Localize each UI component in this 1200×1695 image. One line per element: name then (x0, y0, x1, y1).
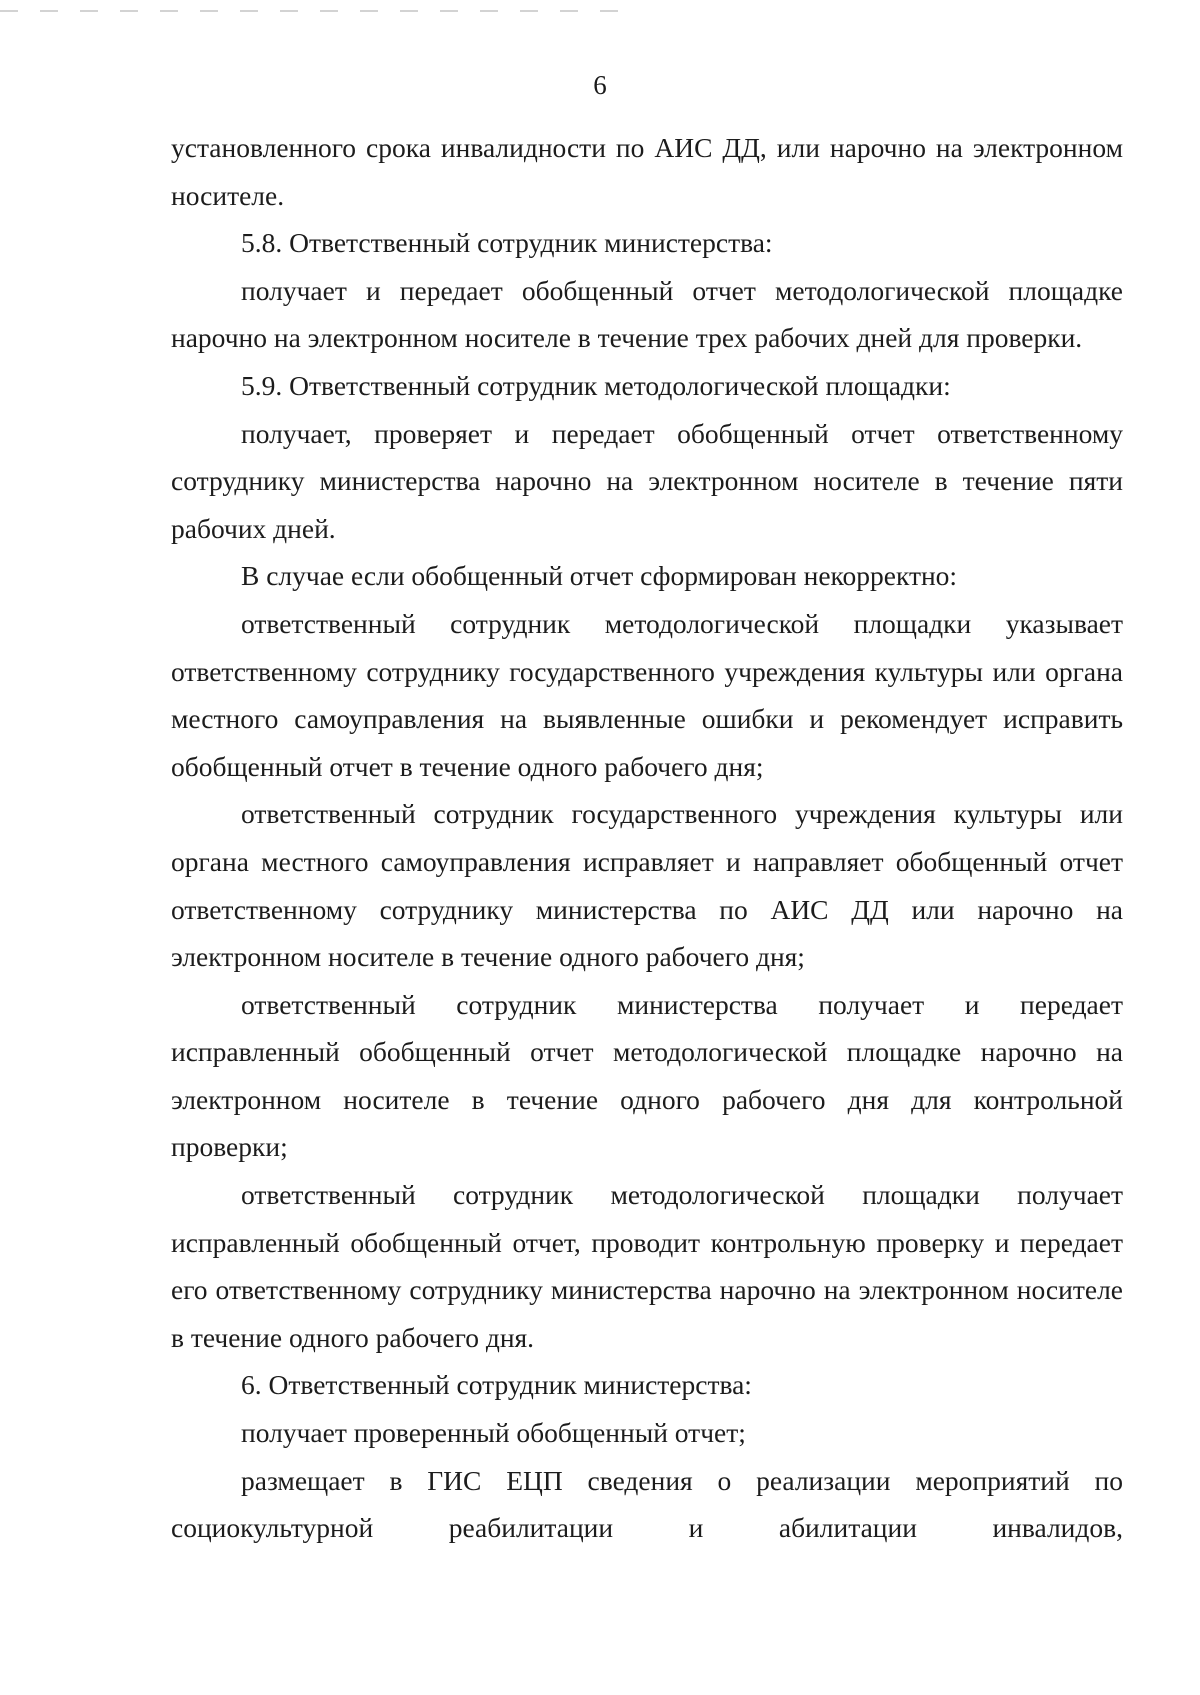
paragraph-6-receives: получает проверенный обобщенный отчет; (241, 1417, 746, 1449)
scan-artifact-dashes (0, 0, 640, 14)
paragraph-methodology-indicates: ответственный сотрудник методологической площадки указывает ответственному сотруднику государственного учреждения культуры или органа местного самоуправления на выявленные ошибки и рекомендует исправить обобщенный отчет в течение одного рабочего дня; (171, 607, 1123, 782)
paragraph-incorrect-report: В случае если обобщенный отчет сформирован некорректно: (241, 560, 958, 592)
page-number: 6 (593, 70, 607, 100)
paragraph-5-9-heading: 5.9. Ответственный сотрудник методологической площадки: (241, 369, 951, 401)
paragraph-methodology-checks: ответственный сотрудник методологической площадки получает исправленный обобщенный отчет, проводит контрольную проверку и передает его ответственному сотруднику министерства нарочно на электронном носителе в течение одного рабочего дня. (171, 1179, 1123, 1353)
paragraph-ministry-forwards: ответственный сотрудник министерства получает и передает исправленный обобщенный отчет методологической площадке нарочно на электронном носителе в течение одного рабочего дня для контрольной проверки; (171, 988, 1123, 1163)
paragraph-5-9-body: получает, проверяет и передает обобщенный отчет ответственному сотруднику министерства нарочно на электронном носителе в течение пяти рабочих дней. (171, 417, 1123, 544)
paragraph-5-8-body: получает и передает обобщенный отчет методологической площадке нарочно на электронном носителе в течение трех рабочих дней для проверки. (171, 274, 1123, 354)
paragraph-6-heading: 6. Ответственный сотрудник министерства: (241, 1369, 752, 1401)
paragraph-5-8-heading: 5.8. Ответственный сотрудник министерства: (241, 227, 773, 259)
paragraph-institution-corrects: ответственный сотрудник государственного учреждения культуры или органа местного самоуправления исправляет и направляет обобщенный отчет ответственному сотруднику министерства по АИС ДД или нарочно на электронном носителе в течение одного рабочего дня; (171, 798, 1123, 973)
paragraph-6-publishes: размещает в ГИС ЕЦП сведения о реализации мероприятий по социокультурной реабилитации и абилитации инвалидов, (171, 1464, 1123, 1544)
document-body (171, 124, 1123, 1552)
paragraph-continuation: установленного срока инвалидности по АИС ДД, или нарочно на электронном носителе. (171, 132, 1123, 211)
